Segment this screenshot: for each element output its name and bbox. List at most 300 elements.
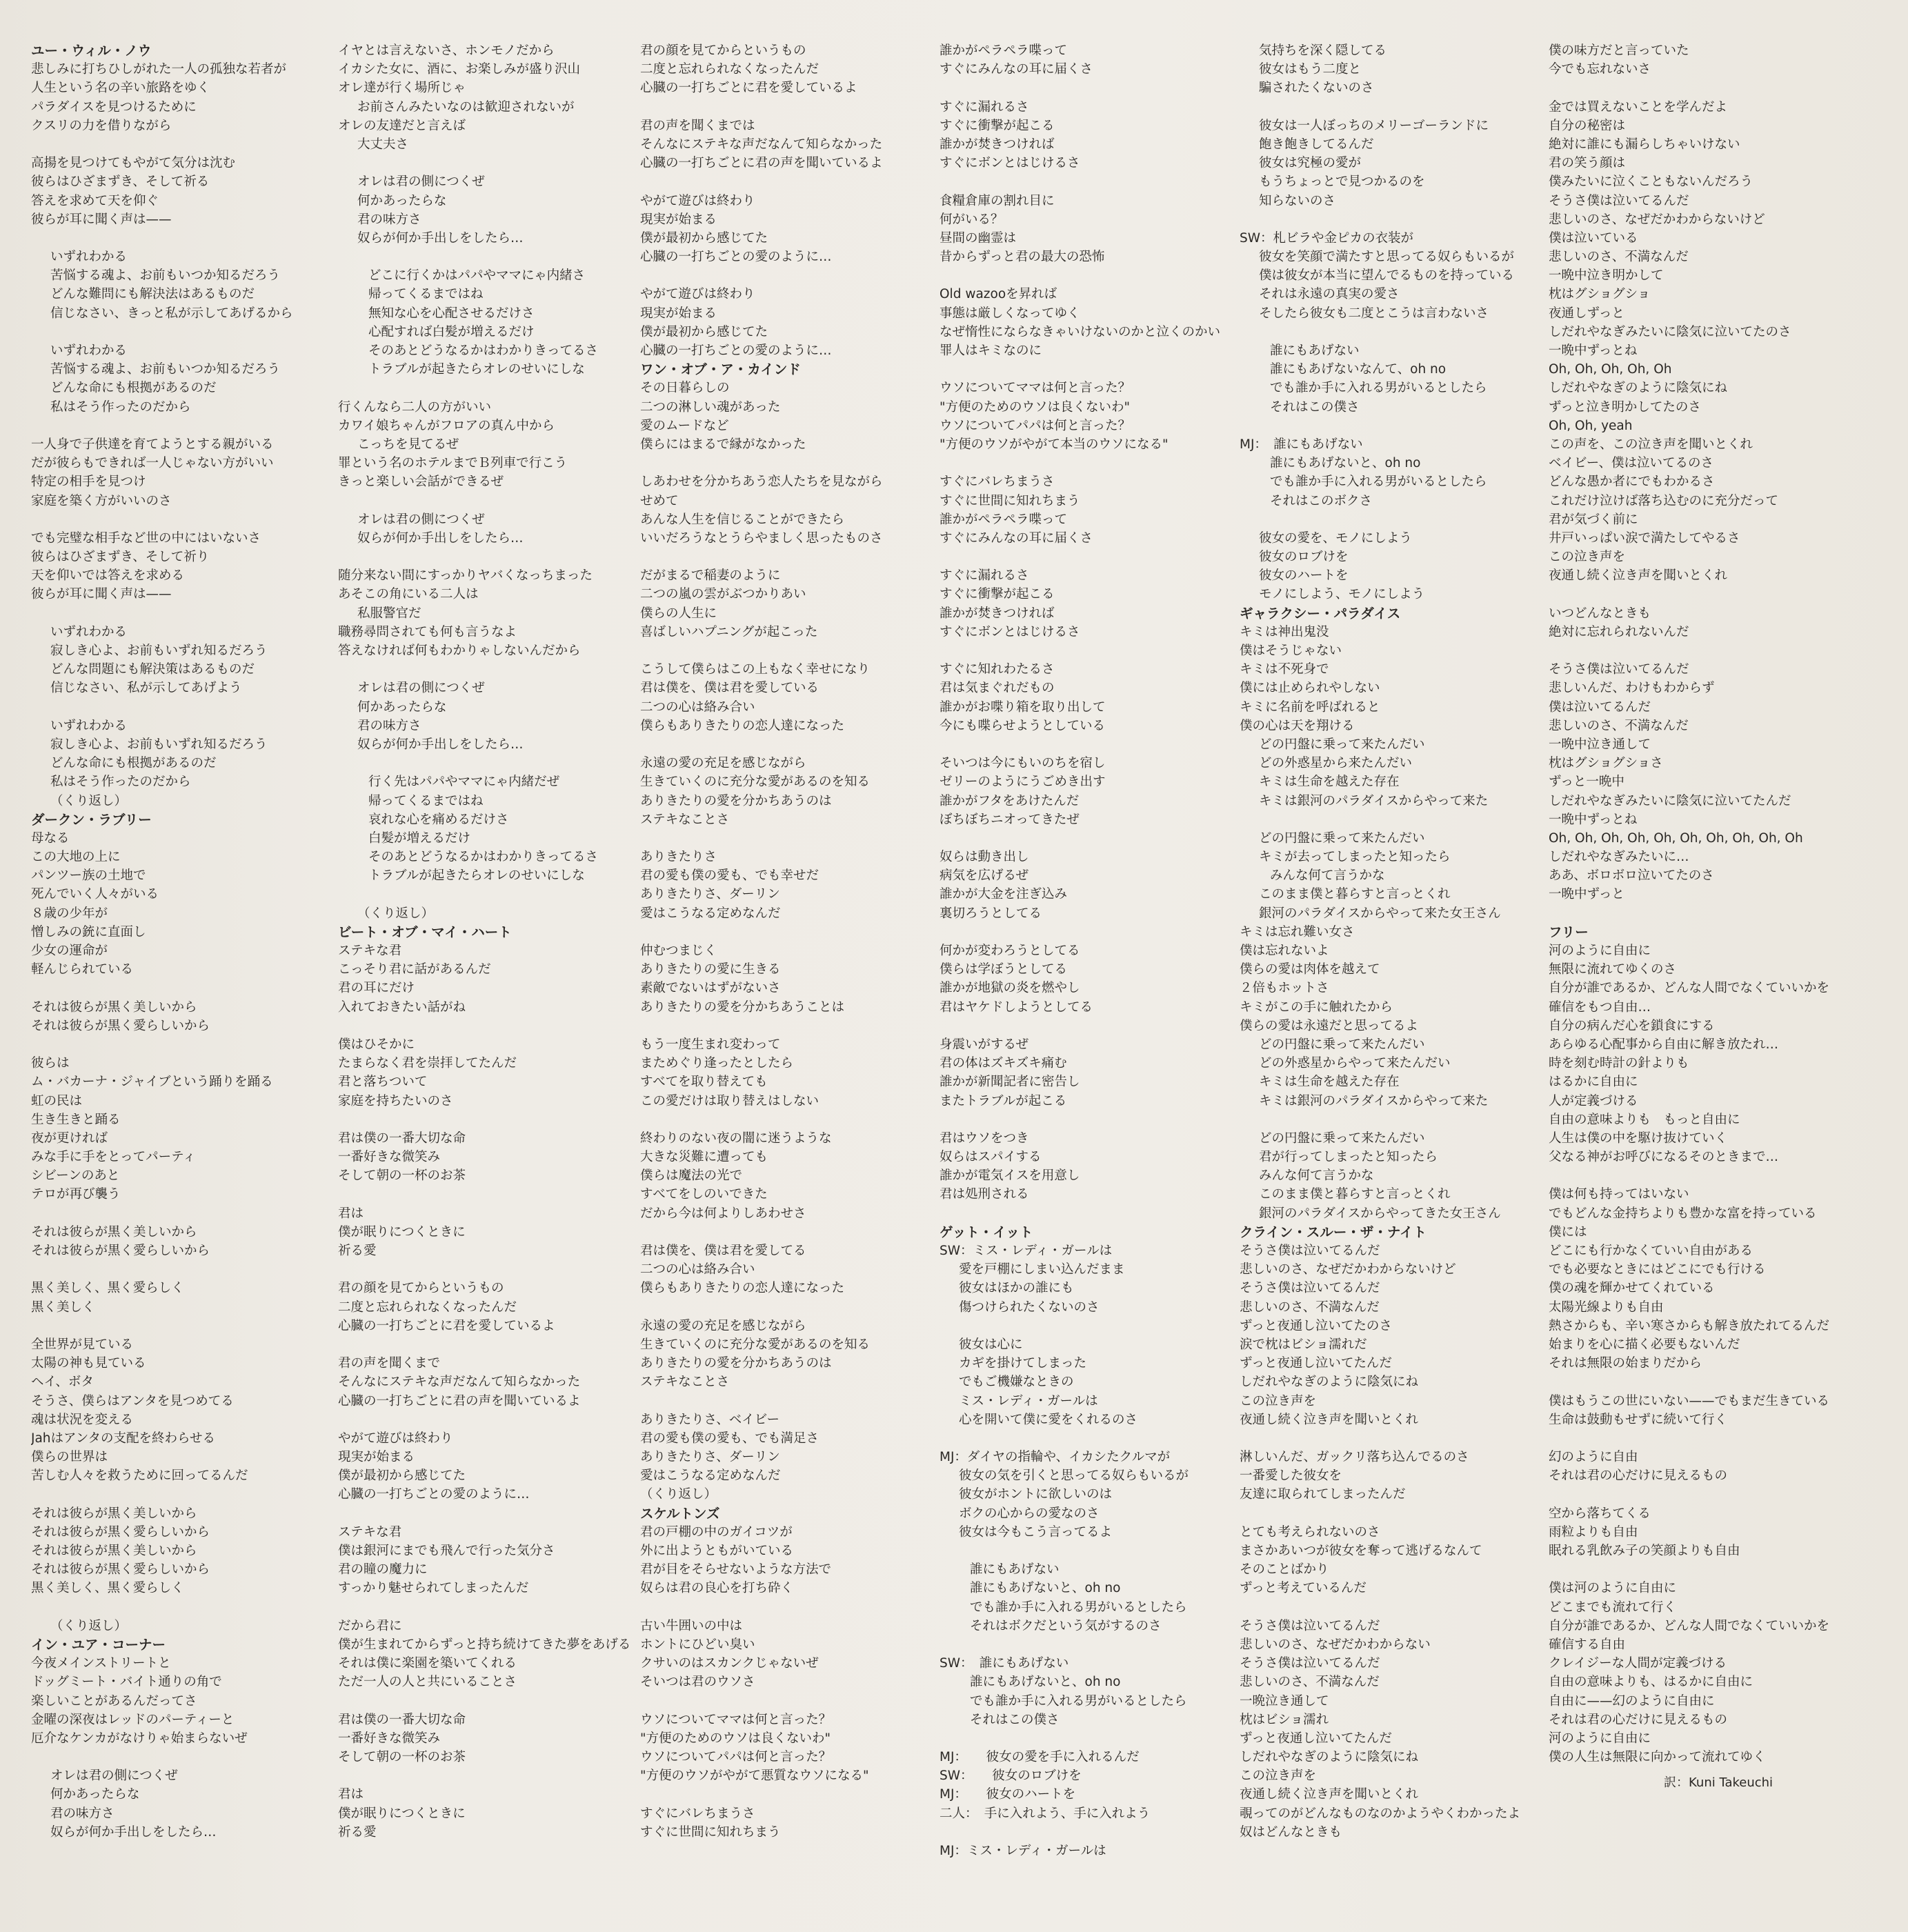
lyric-line: すぐに知れわたるさ — [940, 662, 1055, 677]
stanza-break — [1240, 810, 1533, 829]
lyric-line: 僕の人生は無限に向かって流れてゆく — [1549, 1750, 1766, 1765]
lyric-line: "方便のためのウソは良くないわ" — [940, 399, 1131, 415]
stanza-break — [338, 1692, 631, 1711]
lyric-line: それは彼らが黒く愛らしいから — [31, 1562, 210, 1577]
lyric-line: 彼らが耳に聞く声は—— — [31, 212, 172, 227]
stanza-break — [940, 735, 1233, 754]
lyric-line: 答えを求めて天を仰ぐ — [31, 193, 159, 208]
lyrics-column-6 — [1549, 41, 1842, 1766]
lyric-line: どの円盤に乗って来たんだい — [1259, 1037, 1425, 1052]
lyric-line: 虹の民は — [31, 1093, 83, 1108]
lyric-line: 現実が始まる — [640, 306, 717, 321]
stanza-break — [31, 417, 324, 435]
lyric-line: もう一度生まれ変わって — [640, 1037, 781, 1052]
lyric-line: 私服警官だ — [357, 606, 421, 621]
lyric-line: 罪人はキミなのに — [940, 343, 1042, 358]
lyric-line: みな手に手をとってパーティ — [31, 1150, 196, 1165]
lyric-line: 奴はどんなときも — [1240, 1824, 1342, 1840]
lyric-line: 現実が始まる — [640, 212, 717, 227]
lyric-line: オレは君の側につくぜ — [357, 175, 485, 190]
lyric-line: 少女の運命が — [31, 944, 108, 958]
lyric-line: ずっと泣き明かしてたのさ — [1549, 399, 1701, 415]
lyric-line: 河のように自由に — [1549, 944, 1651, 958]
lyric-line: 僕が生まれてからずっと持ち続けてきた夢をあげる — [338, 1637, 631, 1652]
lyric-line: 彼女は今もこう言ってるよ — [959, 1524, 1113, 1540]
lyric-line: そのことばかり — [1240, 1562, 1329, 1577]
lyric-line: 絶対に忘れられないんだ — [1549, 624, 1689, 639]
lyric-line: 自由に——幻のように自由に — [1549, 1693, 1715, 1709]
lyric-line: そしたら彼女も二度とこうは言わないさ — [1259, 306, 1489, 321]
stanza-break — [338, 1335, 631, 1354]
lyric-line: そうさ、僕らはアンタを見つめてる — [31, 1393, 234, 1408]
lyric-line: ずっと夜通し泣いてたのさ — [1240, 1318, 1392, 1333]
lyric-line: いずれわかる — [50, 718, 128, 733]
lyric-line: Oh, Oh, Oh, Oh, Oh, Oh, Oh, Oh, Oh, Oh — [1549, 830, 1803, 846]
lyric-line: 厄介なケンカがなけりゃ始まらないぜ — [31, 1731, 248, 1746]
lyric-line: ベイビー、僕は泣いてるのさ — [1549, 456, 1714, 471]
lyric-line: 奴らが何か手出しをしたら… — [357, 230, 524, 246]
lyric-line: 絶対に誰にも漏らしちゃいけない — [1549, 137, 1740, 152]
lyric-line: 枕はビショ濡れ — [1240, 1712, 1329, 1727]
lyric-line: 楽しいことがあるんだってさ — [31, 1693, 197, 1709]
stanza-break — [940, 1111, 1233, 1129]
stanza-break — [1240, 1504, 1533, 1523]
lyric-line: 彼女のハートを — [1259, 568, 1349, 584]
lyric-line: 行くんなら二人の方がいい — [338, 399, 492, 415]
lyric-line: 幻のように自由 — [1549, 1450, 1638, 1465]
stanza-break — [1549, 1560, 1842, 1579]
lyric-line: 彼女はもう二度と — [1259, 62, 1362, 77]
lyric-line: Oh, Oh, Oh, Oh, Oh — [1549, 362, 1672, 377]
lyric-line: 太陽の神も見ている — [31, 1356, 146, 1371]
lyric-line: オレは君の側につくぜ — [50, 1769, 178, 1784]
lyric-line: 素敵でないはずがないさ — [640, 981, 781, 996]
lyric-line: 僕は河のように自由に — [1549, 1581, 1677, 1596]
lyric-line: ありきたりの愛に生きる — [640, 962, 781, 977]
lyric-line: そして朝の一杯のお茶 — [338, 1168, 466, 1184]
lyric-line: パンツー族の土地で — [31, 868, 146, 884]
lyric-line: "方便のウソがやがて悪質なウソになる" — [640, 1769, 869, 1784]
lyric-line: 祈る愛 — [338, 1244, 377, 1258]
lyric-line: 君が目をそらせないような方法で — [640, 1562, 831, 1577]
lyric-line: ああ、ボロボロ泣いてたのさ — [1549, 868, 1714, 884]
lyric-line: それはこの僕さ — [970, 1712, 1060, 1727]
stanza-break — [940, 641, 1233, 660]
lyric-line: それは彼らが黒く愛らしいから — [31, 1244, 210, 1258]
lyric-line: 憎しみの銃に直面し — [31, 924, 146, 939]
lyric-line: ずっと夜通し泣いてたんだ — [1240, 1731, 1392, 1746]
lyric-line: どんな難問にも解決法はあるものだ — [50, 287, 255, 302]
lyric-line: 心臓の一打ちごとの愛のように… — [338, 1487, 530, 1502]
lyric-line: ありきたりさ、ベイビー — [640, 1412, 780, 1427]
lyric-line: 君はウソをつき — [940, 1131, 1029, 1146]
lyric-line: 君の愛も僕の愛も、でも幸せだ — [640, 868, 819, 884]
lyric-line: 自由の意味よりも もっと自由に — [1549, 1112, 1740, 1127]
lyric-line: キミは神出鬼没 — [1240, 624, 1329, 639]
lyric-line: 永遠の愛の充足を感じながら — [640, 756, 806, 771]
stanza-break — [940, 172, 1233, 191]
lyric-line: 黒く美しく — [31, 1299, 95, 1315]
lyric-line: テロが再び襲う — [31, 1187, 121, 1202]
lyric-line: 僕が最初から感じてた — [338, 1468, 466, 1484]
lyric-line: 昼間の幽霊は — [940, 230, 1017, 246]
lyric-line: 君は — [338, 1206, 364, 1221]
lyric-line: そいつは今にもいのちを宿し — [940, 756, 1106, 771]
lyric-line: 枕はグショグショさ — [1549, 756, 1663, 771]
stanza-break — [338, 1260, 631, 1279]
stanza-break — [31, 229, 324, 248]
stanza-break — [1240, 210, 1533, 229]
lyric-line: 枕はグショグショ — [1549, 287, 1651, 302]
lyric-line: やがて遊びは終わり — [338, 1431, 453, 1446]
lyric-line: 君は僕の一番大切な命 — [338, 1131, 466, 1146]
lyric-line: 寂しき心よ、お前もいずれ知るだろう — [50, 644, 268, 658]
lyric-line: シビーンのあと — [31, 1168, 120, 1184]
lyric-line: SW： 誰にもあげない — [940, 1656, 1069, 1671]
lyric-line: 答えなければ何もわかりゃしないんだから — [338, 644, 581, 658]
lyric-line: 雨粒よりも自由 — [1549, 1524, 1638, 1540]
stanza-break — [640, 98, 933, 117]
lyric-line: 僕はもうこの世にいない——でもまだ生きている — [1549, 1393, 1830, 1408]
lyric-line: 誰かがフタをあけたんだ — [940, 793, 1080, 808]
lyric-line: 何がいる？ — [940, 212, 1004, 227]
lyric-line: ミス・レディ・ガールは — [959, 1393, 1098, 1408]
lyric-line: 私はそう作ったのだから — [50, 399, 191, 415]
lyric-line: 誰にもあげない — [1270, 343, 1360, 358]
lyric-line: 僕には — [1549, 1224, 1587, 1239]
lyric-line: 誰かが電気イスを用意し — [940, 1168, 1080, 1184]
lyric-line: 苦しむ人々を救うために回ってるんだ — [31, 1468, 248, 1484]
lyric-line: だから君に — [338, 1618, 402, 1633]
lyric-line: こっちを見てるぜ — [357, 437, 459, 452]
lyric-line: すぐにボンとはじけるさ — [940, 624, 1080, 639]
stanza-break — [1549, 79, 1842, 97]
stanza-break — [640, 1692, 933, 1711]
lyric-line: 河のように自由に — [1549, 1731, 1651, 1746]
lyric-line: 心配すれば白髪が増えるだけ — [368, 324, 535, 339]
lyric-line: ボクの心からの愛なのさ — [959, 1506, 1100, 1521]
lyric-line: それは僕に楽園を築いてくれる — [338, 1656, 517, 1671]
lyric-line: それは無限の始まりだから — [1549, 1356, 1702, 1371]
lyric-line: もうちょっとで見つかるのを — [1259, 175, 1425, 190]
lyric-line: それはボクだという気がするのさ — [970, 1618, 1162, 1633]
lyric-line: すぐに衝撃が起こる — [940, 118, 1055, 133]
stanza-break — [338, 885, 631, 904]
lyric-line: 何かあったらな — [357, 193, 447, 208]
lyric-line: （くり返し） — [640, 1487, 717, 1502]
lyric-line: 父なる神がお呼びになるそのときまで… — [1549, 1150, 1779, 1165]
lyric-line: この泣き声を — [1549, 550, 1626, 565]
lyric-line: いずれわかる — [50, 624, 128, 639]
lyric-line: でも誰か手に入れる男がいるとしたら — [970, 1693, 1187, 1709]
lyric-line: キミが去ってしまったと知ったら — [1259, 850, 1451, 865]
song-title: ビート・オブ・マイ・ハート — [338, 924, 512, 940]
stanza-break — [1240, 98, 1533, 117]
lyric-line: 時を刻む時計の針よりも — [1549, 1056, 1689, 1071]
lyric-line: 始まりを心に描く必要もないんだ — [1549, 1337, 1740, 1352]
lyric-line: 君の顔を見てからというもの — [640, 43, 806, 58]
lyric-line: 井戸いっぱい涙で満たしてやるさ — [1549, 530, 1740, 546]
lyric-line: オレは君の側につくぜ — [357, 681, 485, 696]
lyric-line: それはこの僕さ — [1270, 399, 1360, 415]
lyric-line: 彼女の愛を、モノにしよう — [1259, 530, 1412, 546]
lyric-line: 銀河のパラダイスからやってきた女王さん — [1259, 1206, 1501, 1221]
song-title: フリー — [1549, 924, 1589, 940]
lyric-line: すぐにバレちまうさ — [940, 475, 1055, 490]
stanza-break — [338, 248, 631, 266]
lyric-line: すぐにボンとはじけるさ — [940, 156, 1080, 171]
stanza-break — [338, 492, 631, 510]
lyric-line: 一晩中泣き通して — [1549, 737, 1651, 752]
lyric-line: 一番好きな微笑み — [338, 1150, 441, 1165]
lyric-line: 誰にもあげない — [970, 1562, 1060, 1577]
lyric-line: いずれわかる — [50, 343, 128, 358]
lyric-line: SW：札ビラや金ピカの衣装が — [1240, 230, 1414, 246]
lyrics-column-4 — [940, 41, 1233, 1860]
lyric-line: この泣き声を — [1240, 1769, 1317, 1784]
lyric-line: 君の笑う顔は — [1549, 156, 1626, 171]
lyric-line: ゼリーのようにうごめき出す — [940, 775, 1106, 790]
stanza-break — [940, 548, 1233, 566]
lyric-line: 入れておきたい話がね — [338, 999, 466, 1015]
lyric-line: 彼女を笑顔で満たすと思ってる奴らもいるが — [1259, 250, 1515, 265]
stanza-break — [640, 266, 933, 285]
lyric-line: 喜ばしいハプニングが起こった — [640, 624, 818, 639]
lyric-line: 悲しいのさ、不満なんだ — [1549, 718, 1689, 733]
lyric-line: それは彼らが黒く愛らしいから — [31, 1524, 210, 1540]
lyric-line: 母なる — [31, 830, 70, 846]
lyric-line: 何かが変わろうとしてる — [940, 944, 1080, 958]
lyric-line: 白髪が増えるだけ — [368, 830, 471, 846]
lyric-line: 僕は泣いてるんだ — [1549, 699, 1651, 715]
lyric-line: ありきたりの愛を分かちあうのは — [640, 793, 832, 808]
lyric-line: 君の味方さ — [357, 718, 421, 733]
lyric-line: とても考えられないのさ — [1240, 1524, 1380, 1540]
lyric-line: ステキなことさ — [640, 1375, 730, 1390]
lyric-line: ホントにひどい臭い — [640, 1637, 755, 1652]
song-title: ゲット・イット — [940, 1224, 1033, 1240]
lyric-line: 家庭を築く方がいいのさ — [31, 493, 172, 508]
lyric-line: 僕はひそかに — [338, 1037, 415, 1052]
lyric-line: 涙で枕はビショ濡れだ — [1240, 1337, 1367, 1352]
stanza-break — [338, 1504, 631, 1523]
lyric-line: どの円盤に乗って来たんだい — [1259, 830, 1425, 846]
lyric-line: 生きていくのに充分な愛があるのを知る — [640, 1337, 871, 1352]
lyric-line: キミは銀河のパラダイスからやって来た — [1259, 1093, 1489, 1108]
lyric-line: ありきたりの愛を分かちあうことは — [640, 999, 845, 1015]
lyric-line: キミは銀河のパラダイスからやって来た — [1259, 793, 1489, 808]
lyric-line: 彼らが耳に聞く声は—— — [31, 587, 172, 602]
lyric-line: まためぐり逢ったとしたら — [640, 1056, 794, 1071]
lyric-line: 彼女がホントに欲しいのは — [959, 1487, 1113, 1502]
lyric-line: 君の瞳の魔力に — [338, 1562, 428, 1577]
lyric-line: このまま僕と暮らすと言っとくれ — [1259, 1187, 1451, 1202]
stanza-break — [1240, 323, 1533, 341]
lyric-line: トラブルが起きたらオレのせいにしな — [368, 362, 585, 377]
lyric-line: 奴らはスパイする — [940, 1150, 1042, 1165]
lyric-line: すぐに世間に知れちまう — [640, 1824, 781, 1840]
lyric-line: すべてをしのいできた — [640, 1187, 768, 1202]
lyric-line: いずれわかる — [50, 250, 128, 265]
lyric-line: 眠れる乳飲み子の笑顔よりも自由 — [1549, 1544, 1740, 1558]
lyric-line: どの円盤に乗って来たんだい — [1259, 1131, 1425, 1146]
lyric-line: 君の声を聞くまで — [338, 1356, 441, 1371]
lyric-line: 夜通しずっと — [1549, 306, 1624, 321]
stanza-break — [31, 510, 324, 529]
lyric-line: 高揚を見つけてもやがて気分は沈む — [31, 156, 236, 171]
lyric-line: （くり返し） — [50, 793, 128, 808]
lyric-line: 心を開いて僕に愛をくれるのさ — [959, 1412, 1138, 1427]
stanza-break — [1240, 1111, 1533, 1129]
lyric-line: せめて — [640, 493, 679, 508]
lyric-line: 覗ってのがどんなものなのかようやくわかったよ — [1240, 1806, 1521, 1821]
lyric-line: どの外惑星から来たんだい — [1259, 756, 1413, 771]
stanza-break — [31, 1485, 324, 1504]
lyric-line: 苦悩する魂よ、お前もいつか知るだろう — [50, 362, 281, 377]
lyric-line: 僕らの愛は永遠だと思ってるよ — [1240, 1018, 1419, 1033]
lyric-line: 全世界が見ている — [31, 1337, 134, 1352]
lyric-line: 無限に流れてゆくのさ — [1549, 962, 1677, 977]
lyric-line: 君はヤケドしようとしてる — [940, 999, 1093, 1015]
lyric-line: 知らないのさ — [1259, 193, 1336, 208]
lyric-line: Old wazooを昇れば — [940, 287, 1057, 302]
lyric-line: MJ： 誰にもあげない — [1240, 437, 1363, 452]
lyric-line: 僕らもありきたりの恋人達になった — [640, 718, 845, 733]
lyric-line: 銀河のパラダイスからやって来た女王さん — [1259, 906, 1501, 921]
lyric-line: 終わりのない夜の闇に迷うような — [640, 1131, 832, 1146]
lyric-line: すべてを取り替えても — [640, 1075, 768, 1090]
lyric-line: 二度と忘れられなくなったんだ — [640, 62, 819, 77]
lyric-line: 君と落ちついて — [338, 1075, 428, 1090]
lyric-line: イカシた女に、酒に、お楽しみが盛り沢山 — [338, 62, 580, 77]
lyric-line: どこにも行かなくていい自由がある — [1549, 1244, 1753, 1258]
lyric-line: ステキなことさ — [640, 812, 730, 827]
lyric-line: 金曜の深夜はレッドのパーティーと — [31, 1712, 235, 1727]
stanza-break — [940, 454, 1233, 472]
lyric-line: それは永遠の真実の愛さ — [1259, 287, 1400, 302]
stanza-break — [1549, 1373, 1842, 1391]
lyric-line: すぐに漏れるさ — [940, 99, 1029, 114]
lyric-line: この大地の上に — [31, 850, 121, 865]
lyric-line: Oh, Oh, yeah — [1549, 418, 1633, 433]
stanza-break — [338, 1017, 631, 1035]
lyric-line: 人生という名の辛い旅路をゆく — [31, 81, 210, 96]
lyric-line: オレ達が行く場所じゃ — [338, 81, 466, 96]
lyric-line: 僕らの世界は — [31, 1450, 108, 1465]
stanza-break — [338, 1766, 631, 1785]
lyric-line: 苦悩する魂よ、お前もいつか知るだろう — [50, 268, 281, 283]
lyric-line: 友達に取られてしまったんだ — [1240, 1487, 1406, 1502]
lyric-line: だから今は何よりしあわせさ — [640, 1206, 806, 1221]
lyric-line: 僕は何も持ってはいない — [1549, 1187, 1689, 1202]
lyric-line: MJ： 彼女のハートを — [940, 1787, 1076, 1802]
translator-credit: 訳：Kuni Takeuchi — [1664, 1775, 1773, 1790]
lyric-line: すぐにみんなの耳に届くさ — [940, 530, 1093, 546]
lyric-line: カギを掛けてしまった — [959, 1356, 1087, 1371]
lyric-line: 二度と忘れられなくなったんだ — [338, 1299, 517, 1315]
lyrics-column-5 — [1240, 41, 1533, 1842]
lyric-line: ありきたりさ、ダーリン — [640, 1450, 780, 1465]
lyric-line: 確信をもつ自由… — [1549, 999, 1651, 1015]
lyric-line: いつどんなときも — [1549, 606, 1651, 621]
lyric-line: たまらなく君を崇拝してたんだ — [338, 1056, 517, 1071]
lyric-line: 職務尋問されても何も言うなよ — [338, 624, 517, 639]
lyric-line: オレは君の側につくぜ — [357, 512, 485, 527]
lyric-line: そうさ僕は泣いてるんだ — [1240, 1656, 1380, 1671]
lyric-line: 自分が誰であるか、どんな人間でなくていいかを — [1549, 981, 1830, 996]
lyric-line: （くり返し） — [357, 906, 435, 921]
lyric-line: 悲しいんだ、わけもわからず — [1549, 681, 1715, 696]
lyric-line: 事態は厳しくなってゆく — [940, 306, 1080, 321]
stanza-break — [31, 604, 324, 623]
lyric-line: 傷つけられたくないのさ — [959, 1299, 1100, 1315]
lyric-line: 奴らが何か手出しをしたら… — [357, 737, 524, 752]
lyric-line: 僕みたいに泣くこともないんだろう — [1549, 175, 1753, 190]
stanza-break — [640, 1392, 933, 1411]
stanza-break — [1240, 1429, 1533, 1448]
lyric-line: どこまでも流れて行く — [1549, 1600, 1677, 1615]
lyric-line: 悲しいのさ、なぜだかわからないけど — [1549, 212, 1765, 227]
lyric-line: すぐにみんなの耳に届くさ — [940, 62, 1093, 77]
stanza-break — [31, 1260, 324, 1279]
lyric-line: しだれやなぎみたいに陰気に泣いてたのさ — [1549, 324, 1791, 339]
lyric-line: そいつは君のウソさ — [640, 1675, 755, 1690]
lyric-line: そうさ僕は泣いてるんだ — [1549, 662, 1689, 677]
lyric-line: 罪という名のホテルまでＢ列車で行こう — [338, 456, 568, 471]
lyric-line: MJ： 彼女の愛を手に入れるんだ — [940, 1750, 1140, 1765]
lyric-line: 誰かがお喋り箱を取り出して — [940, 699, 1106, 715]
lyric-line: （くり返し） — [50, 1618, 128, 1633]
lyric-line: ２倍もホットさ — [1240, 981, 1329, 996]
lyric-line: 一晩中ずっと — [1549, 887, 1624, 902]
lyric-line: 帰ってくるまではね — [368, 793, 484, 808]
song-title: クライン・スルー・ザ・ナイト — [1240, 1224, 1427, 1240]
lyric-line: 彼女のロブけを — [1259, 550, 1349, 565]
stanza-break — [1549, 1429, 1842, 1448]
stanza-break — [640, 1785, 933, 1804]
lyric-line: 誰かが焚きつければ — [940, 137, 1055, 152]
lyric-line: 大きな災難に遭っても — [640, 1150, 768, 1165]
lyric-line: ウソについてパパは何と言った？ — [940, 418, 1131, 433]
stanza-break — [640, 1111, 933, 1129]
lyric-line: 奴らは動き出し — [940, 850, 1029, 865]
lyric-line: モノにしよう、モノにしよう — [1259, 587, 1425, 602]
lyric-line: しだれやなぎみたいに… — [1549, 850, 1689, 865]
lyric-line: カワイ娘ちゃんがフロアの真ん中から — [338, 418, 555, 433]
lyric-line: 無知な心を心配させるだけさ — [368, 306, 535, 321]
lyric-line: 外に出ようともがいている — [640, 1544, 794, 1558]
lyric-line: クスリの力を借りながら — [31, 118, 172, 133]
lyric-line: それは彼らが黒く美しいから — [31, 1224, 197, 1239]
lyric-line: どんな命にも根拠があるのだ — [50, 756, 217, 771]
lyric-line: MJ：ミス・レディ・ガールは — [940, 1844, 1106, 1858]
lyric-line: 確信する自由 — [1549, 1637, 1626, 1652]
lyric-line: イヤとは言えないさ、ホンモノだから — [338, 43, 555, 58]
lyric-line: すぐに漏れるさ — [940, 568, 1029, 584]
lyric-line: それは彼らが黒く美しいから — [31, 999, 197, 1015]
lyric-line: だがまるで稲妻のように — [640, 568, 781, 584]
lyric-line: 病気を広げるぜ — [940, 868, 1028, 884]
lyric-line: 大丈夫さ — [357, 137, 409, 152]
stanza-break — [640, 923, 933, 942]
lyric-line: 愛を戸棚にしまい込んだまま — [959, 1262, 1125, 1277]
lyric-line: トラブルが起きたらオレのせいにしな — [368, 868, 585, 884]
lyric-line: 身震いがするぜ — [940, 1037, 1028, 1052]
lyric-line: でも完璧な相手など世の中にはいないさ — [31, 530, 261, 546]
stanza-break — [940, 266, 1233, 285]
lyric-line: 奴らは君の良心を打ち砕く — [640, 1581, 794, 1596]
stanza-break — [338, 154, 631, 172]
